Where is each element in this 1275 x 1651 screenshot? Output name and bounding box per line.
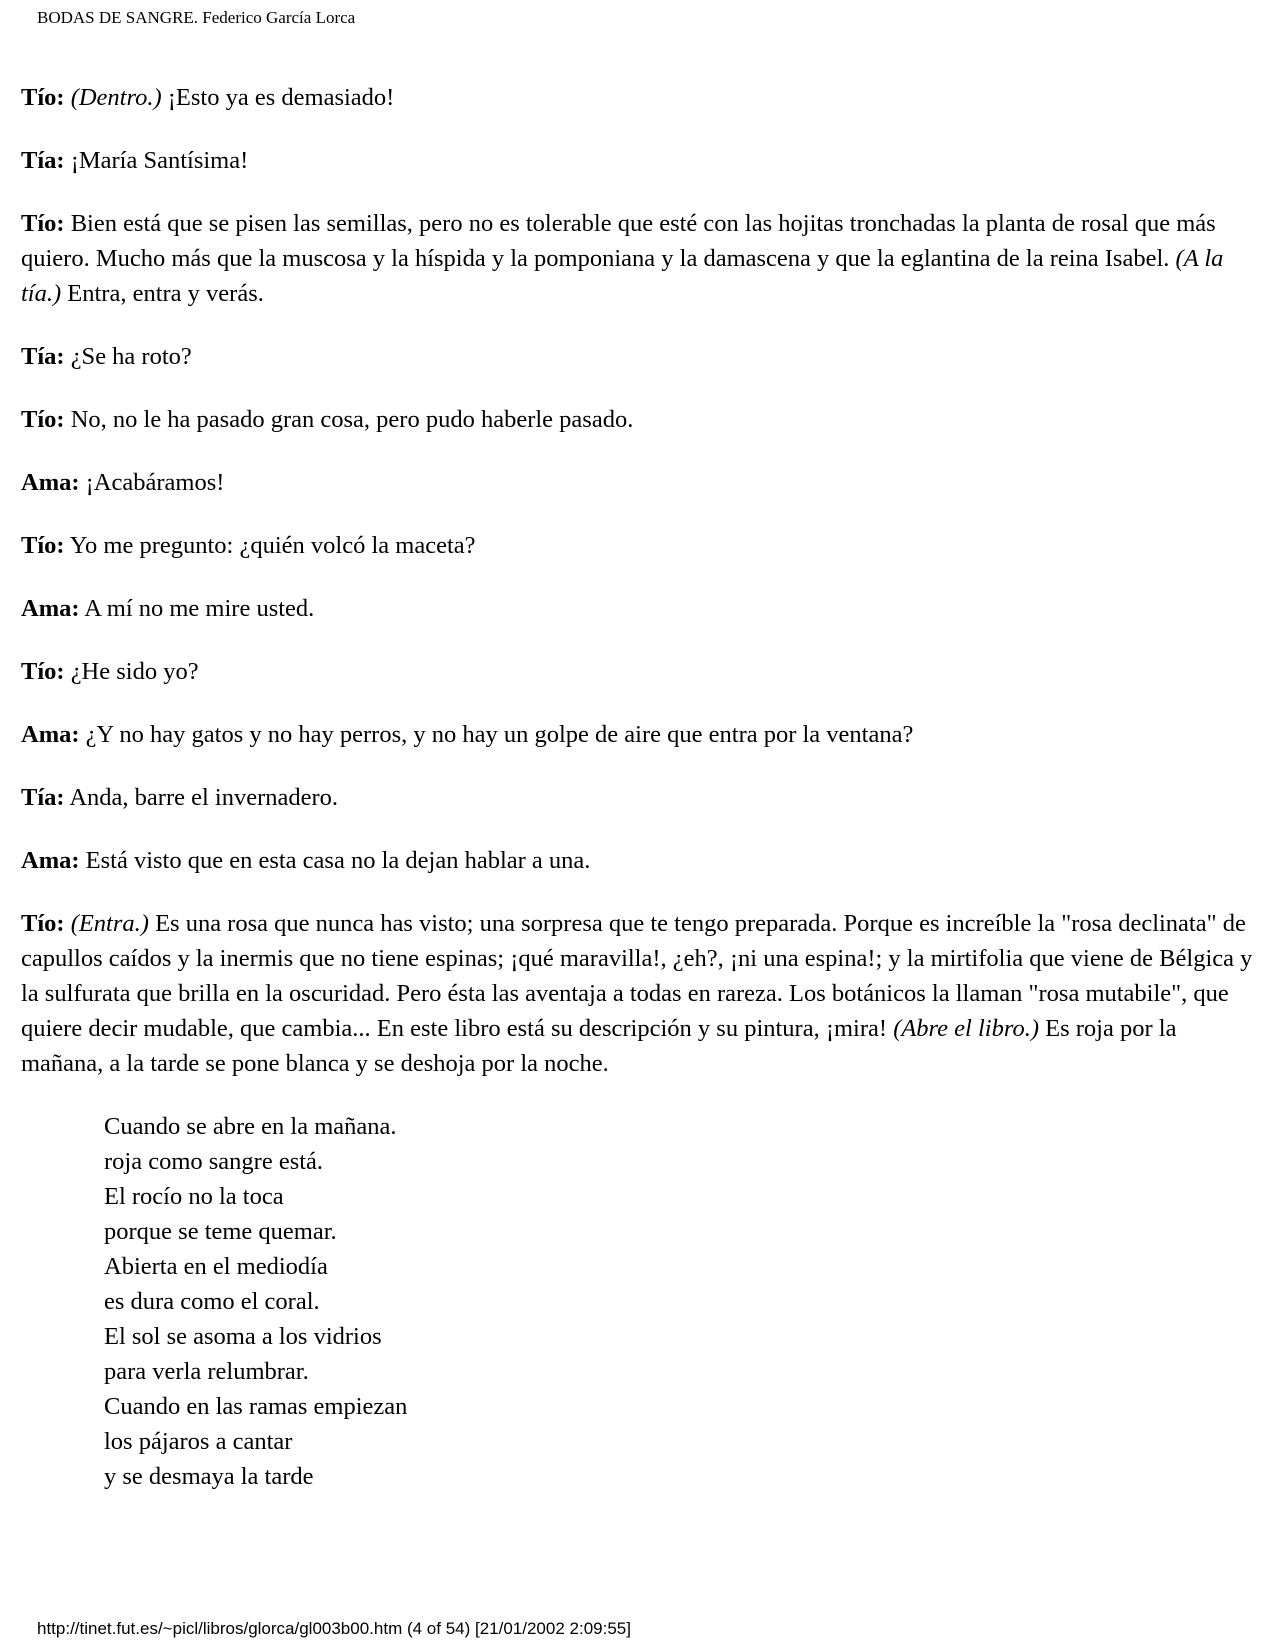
dialogue-line [21, 717, 1261, 752]
poem-line: Cuando se abre en la mañana. [104, 1113, 397, 1140]
dialogue-line [21, 80, 1261, 115]
speaker-name: Tía: [21, 343, 65, 370]
speaker-name: Tío: [21, 532, 65, 559]
dialogue-line [21, 528, 1261, 563]
dialogue-text: ¿Se ha roto? [70, 343, 192, 370]
dialogue-line [21, 591, 1261, 626]
stage-direction: (Abre el libro.) [893, 1015, 1040, 1042]
dialogue-line [21, 843, 1261, 878]
dialogue-line [21, 780, 1261, 815]
page-footer-url: http://tinet.fut.es/~picl/libros/glorca/gl003b00.htm (4 of 54) [21/01/2002 2:09:55] [37, 1619, 631, 1638]
dialogue-text: ¡María Santísima! [70, 147, 249, 174]
poem-line: y se desmaya la tarde [104, 1463, 314, 1490]
poem-line: porque se teme quemar. [104, 1218, 337, 1245]
dialogue-text: A mí no me mire usted. [84, 595, 315, 622]
dialogue-text: ¿Y no hay gatos y no hay perros, y no hay un golpe de aire que entra por la ventana? [85, 721, 914, 748]
dialogue-text: Es una rosa que nunca has visto; una sorpresa que te tengo preparada. Porque es increíble la "rosa declinata" de capullos caídos y la inermis que no tiene espinas; ¡qué maravilla!, ¿eh?, ¡ni una espina!; y la mirtifolia que viene de Bélgica y la sulfurata que brilla en la oscuridad. Pero ésta las aventaja a todas en rareza. Los botánicos la llaman "rosa mutabile", que quiere decir mudable, que cambia... En este libro está su descripción y su pintura, ¡mira! [21, 910, 1253, 1042]
poem-line: Abierta en el mediodía [104, 1253, 328, 1280]
dialogue-text: Está visto que en esta casa no la dejan hablar a una. [85, 847, 591, 874]
dialogue-text: Es roja por la mañana, a la tarde se pone blanca y se deshoja por la noche. [21, 1015, 1177, 1077]
dialogue-line [21, 402, 1261, 437]
poem-line: los pájaros a cantar [104, 1428, 293, 1455]
speaker-name: Tío: [21, 84, 65, 111]
dialogue-text: Bien está que se pisen las semillas, pero no es tolerable que esté con las hojitas tronchadas la planta de rosal que más quiero. Mucho más que la muscosa y la híspida y la pomponiana y la damascena y que la eglantina de la reina Isabel. [21, 210, 1216, 272]
dialogue-line [21, 143, 1261, 178]
poem-line: es dura como el coral. [104, 1288, 320, 1315]
dialogue-line [21, 465, 1261, 500]
dialogue-text: Yo me pregunto: ¿quién volcó la maceta? [69, 532, 476, 559]
dialogue-text: ¡Acabáramos! [85, 469, 225, 496]
speaker-name: Tío: [21, 658, 65, 685]
speaker-name: Tío: [21, 406, 65, 433]
speaker-name: Tía: [21, 784, 65, 811]
speaker-name: Tío: [21, 910, 65, 937]
speaker-name: Ama: [21, 595, 80, 622]
speaker-name: Tío: [21, 210, 65, 237]
dialogue-text: ¿He sido yo? [70, 658, 199, 685]
poem-line: para verla relumbrar. [104, 1358, 309, 1385]
dialogue-line [21, 206, 1261, 311]
poem-line: El rocío no la toca [104, 1183, 284, 1210]
poem-line: El sol se asoma a los vidrios [104, 1323, 382, 1350]
dialogue-list [21, 80, 1261, 1081]
page-header: BODAS DE SANGRE. Federico García Lorca [37, 8, 356, 27]
poem-line: Cuando en las ramas empiezan [104, 1393, 408, 1420]
dialogue-text: ¡Esto ya es demasiado! [161, 84, 395, 111]
stage-direction: (A la tía.) [21, 245, 1224, 307]
speaker-name: Tía: [21, 147, 65, 174]
speaker-name: Ama: [21, 721, 80, 748]
dialogue-line [21, 906, 1261, 1081]
stage-direction: (Entra.) [70, 910, 149, 937]
dialogue-line [21, 339, 1261, 374]
poem-verse [104, 1109, 1261, 1494]
play-text [21, 80, 1261, 1494]
stage-direction: (Dentro.) [70, 84, 162, 111]
dialogue-text: Anda, barre el invernadero. [69, 784, 339, 811]
poem-line: roja como sangre está. [104, 1148, 324, 1175]
speaker-name: Ama: [21, 847, 80, 874]
dialogue-text: No, no le ha pasado gran cosa, pero pudo haberle pasado. [70, 406, 634, 433]
dialogue-line [21, 654, 1261, 689]
dialogue-text: Entra, entra y verás. [61, 280, 264, 307]
speaker-name: Ama: [21, 469, 80, 496]
